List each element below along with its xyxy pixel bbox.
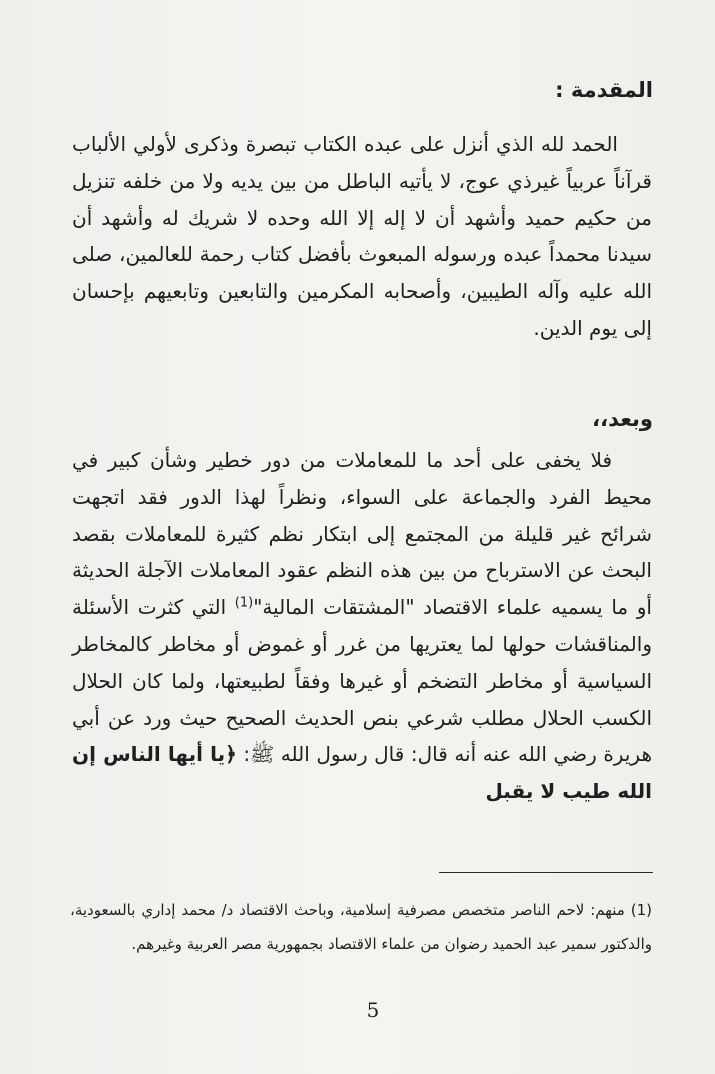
section-heading: المقدمة : bbox=[555, 78, 653, 102]
hadith-quote: ﴿يا أيها الناس إن الله طيب لا يقبل bbox=[72, 742, 652, 804]
footnote-reference: (1) bbox=[234, 595, 254, 611]
page-number: 5 bbox=[366, 998, 380, 1022]
footnote: (1) منهم: لاحم الناصر متخصص مصرفية إسلامية، وباحث الاقتصاد د/ محمد إداري بالسعودية، والدكتور سمير عبد الحميد رضوان من علماء الاقتصاد بجمهورية مصر العربية وغيرهم. bbox=[70, 901, 652, 953]
intro-paragraph-text: الحمد لله الذي أنزل على عبده الكتاب تبصرة وذكرى لأولي الألباب قرآناً عربياً غيرذي عوج، لا يأتيه الباطل من بين يديه ولا من خلفه تنزيل من حكيم حميد وأشهد أن لا إله إلا الله وحده لا شريك له وأشهد أن سيدنا محمداً عبده ورسوله المبعوث بأفضل كتاب رحمة للعالمين، صلى الله عليه وآله الطيبين، وأصحابه المكرمين والتابعين وتابعيهم بإحسان إلى يوم الدين. bbox=[72, 132, 652, 340]
body-paragraph bbox=[72, 442, 652, 810]
body-paragraph-text-2: التي كثرت الأسئلة والمناقشات حولها لما يعتريها من غرر أو غموض أو مخاطر كالمخاطر السياسية أو مخاطر التضخم أو غيرها وفقاً لطبيعتها، ولما كان الحلال الكسب الحلال مطلب شرعي بنص الحديث الصحيح حيث ورد عن أبي هريرة رضي الله عنه أنه قال: قال رسول الله ﷺ: bbox=[72, 595, 652, 767]
footnote-separator bbox=[439, 872, 653, 873]
section-subheading: وبعد،، bbox=[592, 407, 653, 431]
body-paragraph-text-1: فلا يخفى على أحد ما للمعاملات من دور خطير وشأن كبير في محيط الفرد والجماعة على السواء، ونظراً لهذا الدور فقد اتجهت شرائح غير قليلة من المجتمع إلى ابتكار نظم كثيرة للمعاملات بقصد البحث عن الاسترباح من بين هذه النظم عقود المعاملات الآجلة الحديثة أو ما يسميه علماء الاقتصاد "المشتقات المالية" bbox=[72, 448, 652, 620]
intro-paragraph bbox=[72, 126, 652, 347]
